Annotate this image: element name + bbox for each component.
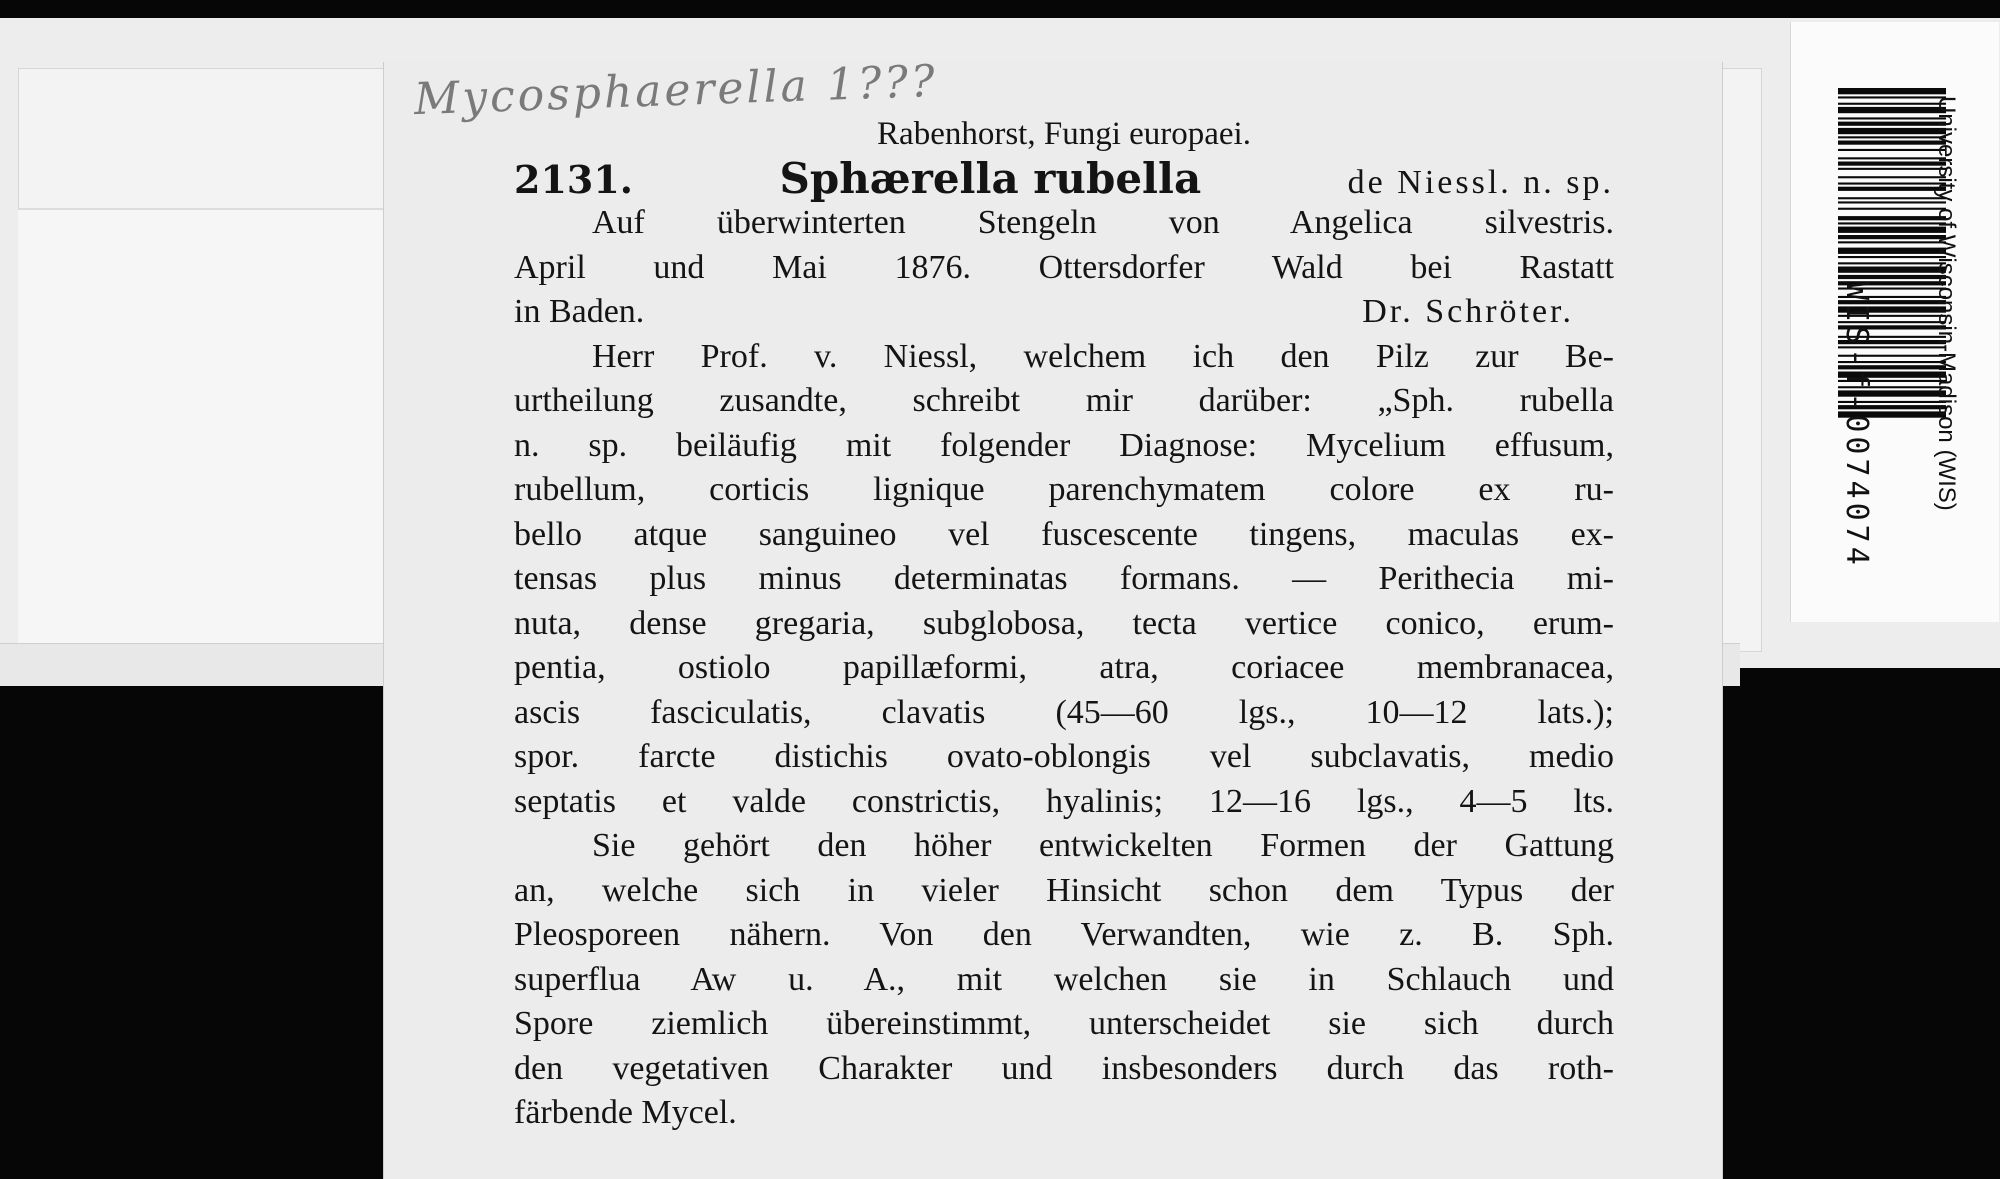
date-locality-line: April und Mai 1876. Ottersdorfer Wald bei Rastatt — [514, 248, 1614, 286]
collector-line — [514, 290, 1614, 335]
handwritten-annotation: Mycosphaerella 1??? — [413, 55, 939, 126]
body-line: den vegetativen Charakter und insbesonders durch das roth- — [514, 1049, 1614, 1087]
barcode-bar — [1838, 88, 1946, 94]
specimen-label — [383, 55, 1723, 1179]
body-line: septatis et valde constrictis, hyalinis; 12—16 lgs., 4—5 lts. — [514, 782, 1614, 820]
label-text-block — [514, 112, 1614, 1136]
body-line: pentia, ostiolo papillæformi, atra, coriacee membranacea, — [514, 649, 1614, 686]
body-line: Herr Prof. v. Niessl, welchem ich den Pilz zur Be- — [592, 337, 1614, 375]
body-line: n. sp. beiläufig mit folgender Diagnose: Mycelium effusum, — [514, 426, 1614, 464]
species-name: Sphærella rubella — [779, 153, 1202, 203]
body-line: nuta, dense gregaria, subglobosa, tecta vertice conico, erum- — [514, 604, 1614, 642]
locality-end: in Baden. — [514, 293, 645, 330]
species-authority: de Niessl. n. sp. — [1347, 163, 1614, 201]
body-line: bello atque sanguineo vel fuscescente tingens, maculas ex- — [514, 515, 1614, 553]
body-line: an, welche sich in vieler Hinsicht schon dem Typus der — [514, 871, 1614, 909]
body-line: rubellum, corticis lignique parenchymatem colore ex ru- — [514, 471, 1614, 508]
substrate-line: Auf überwinterten Stengeln von Angelica silvestris. — [592, 204, 1614, 241]
body-line: ascis fasciculatis, clavatis (45—60 lgs., 10—12 lats.); — [514, 693, 1614, 731]
body-line: urtheilung zusandte, schreibt mir darüber: „Sph. rubella — [514, 382, 1614, 419]
packet-flap — [18, 208, 388, 650]
barcode-id — [1839, 282, 1874, 412]
exsiccata-number: 2131. — [514, 156, 633, 202]
body-line: superflua Aw u. A., mit welchen sie in Schlauch und — [514, 960, 1614, 998]
series-title: Rabenhorst, Fungi europaei. — [877, 116, 1251, 152]
collector-name: Dr. Schröter. — [1362, 293, 1574, 330]
body-line: tensas plus minus determinatas formans. — Perithecia mi- — [514, 560, 1614, 597]
institution-name: University of Wisconsin-Madison (WIS) — [1933, 96, 1960, 511]
body-last-line: färbende Mycel. — [514, 1094, 737, 1131]
body-line: Sie gehört den höher entwickelten Formen der Gattung — [592, 827, 1614, 864]
body-line: Spore ziemlich übereinstimmt, unterscheidet sie sich durch — [514, 1005, 1614, 1042]
body-line: spor. farcte distichis ovato-oblongis vel subclavatis, medio — [514, 738, 1614, 775]
species-heading — [514, 153, 1614, 203]
body-line: Pleosporeen nähern. Von den Verwandten, wie z. B. Sph. — [514, 916, 1614, 953]
